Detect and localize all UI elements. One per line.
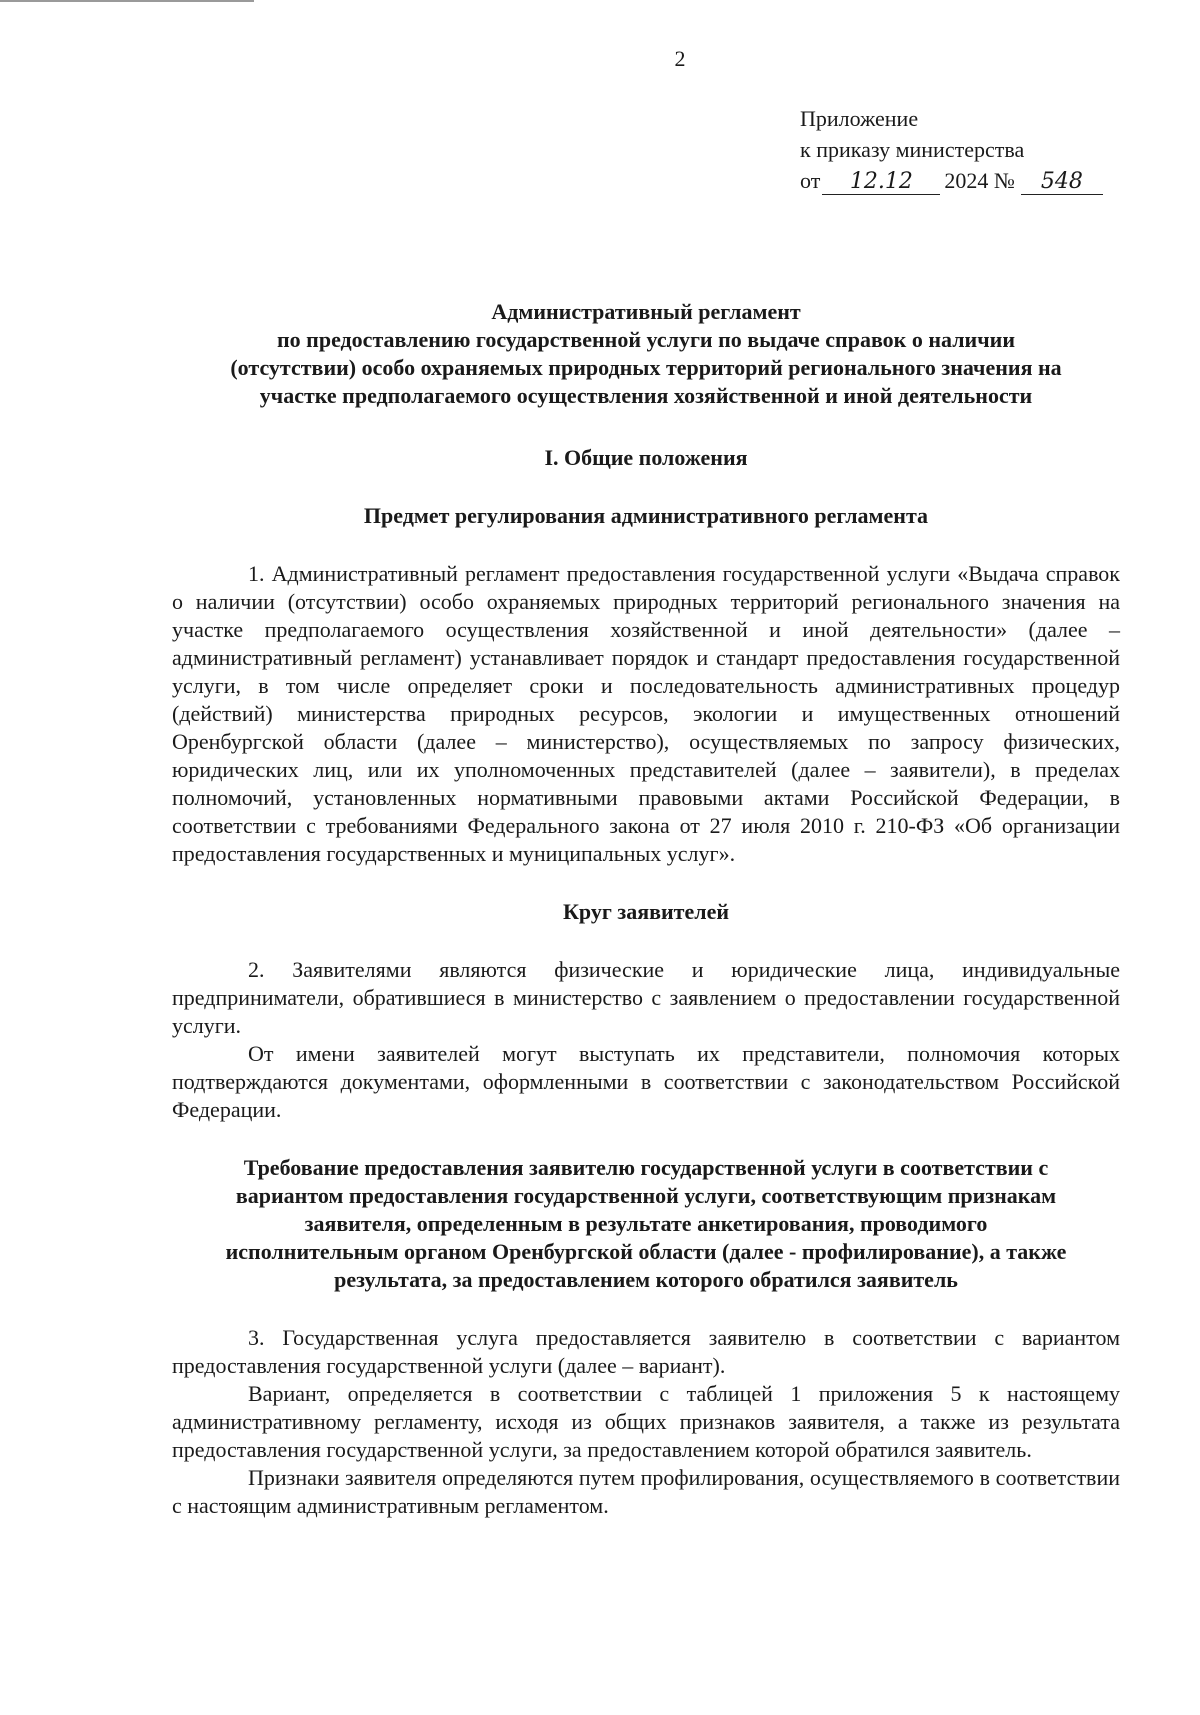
requirement-line-4: исполнительным органом Оренбургской области (далее - профилирование), а также xyxy=(225,1239,1067,1264)
paragraph-1: 1. Административный регламент предоставления государственной услуги «Выдача справок о наличии (отсутствии) особо охраняемых природных территорий регионального значения на участке предполагаемого осуществления хозяйственной и иной деятельности» (далее – административный регламент) устанавливает порядок и стандарт предоставления государственной услуги, в том числе определяет сроки и последовательность административных процедур (действий) министерства природных ресурсов, экологии и имущественных отношений Оренбургской области (далее – министерство), осуществляемых по запросу физических, юридических лиц, или их уполномоченных представителей (далее – заявители), в пределах полномочий, установленных нормативными правовыми актами Российской Федерации, в соответствии с требованиями Федерального закона от 27 июля 2010 г. 210-ФЗ «Об организации предоставления государственных и муниципальных услуг». xyxy=(172,561,1120,866)
subsection-requirement xyxy=(172,1154,1120,1294)
subsection-subject: Предмет регулирования административного регламента xyxy=(363,503,929,528)
paragraph-3c: Признаки заявителя определяются путем профилирования, осуществляемого в соответствии с настоящим административным регламентом. xyxy=(172,1465,1120,1518)
requirement-line-1: Требование предоставления заявителю государственной услуги в соответствии с xyxy=(243,1155,1049,1180)
paragraph-2: 2. Заявителями являются физические и юридические лица, индивидуальные предприниматели, обратившиеся в министерство с заявлением о предоставлении государственной услуги. xyxy=(172,957,1120,1038)
requirement-line-5: результата, за предоставлением которого обратился заявитель xyxy=(334,1267,958,1292)
annex-date-line xyxy=(800,165,1103,196)
paragraph-2b: От имени заявителей могут выступать их представители, полномочия которых подтверждаются документами, оформленными в соответствии с законодательством Российской Федерации. xyxy=(172,1041,1120,1122)
title-line-2: по предоставлению государственной услуги по выдаче справок о наличии xyxy=(276,327,1015,352)
subsection-applicants: Круг заявителей xyxy=(562,899,730,924)
title-line-4: участке предполагаемого осуществления хозяйственной и иной деятельности xyxy=(259,383,1033,408)
annex-date-prefix: от xyxy=(800,168,821,193)
handwritten-number: 548 xyxy=(1021,170,1103,195)
paragraph-3: 3. Государственная услуга предоставляется заявителю в соответствии с вариантом предоставления государственной услуги (далее – вариант). xyxy=(172,1325,1120,1378)
title-line-1: Административный регламент xyxy=(491,299,801,324)
title-line-3: (отсутствии) особо охраняемых природных территорий регионального значения на xyxy=(230,355,1062,380)
document-body xyxy=(172,298,1120,1520)
annex-line-1: Приложение xyxy=(800,106,919,131)
paragraph-3b: Вариант, определяется в соответствии с таблицей 1 приложения 5 к настоящему административному регламенту, исходя из общих признаков заявителя, а также из результата предоставления государственной услуги, за предоставлением которой обратился заявитель. xyxy=(172,1381,1120,1462)
document-title xyxy=(172,298,1120,410)
section-general-provisions: I. Общие положения xyxy=(544,445,748,470)
annex-number-sign: № xyxy=(993,168,1015,193)
requirement-line-2: вариантом предоставления государственной услуги, соответствующим признакам xyxy=(235,1183,1057,1208)
annex-year: 2024 xyxy=(944,168,989,193)
scan-edge-line xyxy=(0,0,254,2)
annex-block xyxy=(800,103,1103,196)
annex-line-2: к приказу министерства xyxy=(800,137,1025,162)
requirement-line-3: заявителя, определенным в результате анкетирования, проводимого xyxy=(304,1211,988,1236)
handwritten-date: 12.12 xyxy=(822,170,940,195)
page-number: 2 xyxy=(674,46,686,71)
